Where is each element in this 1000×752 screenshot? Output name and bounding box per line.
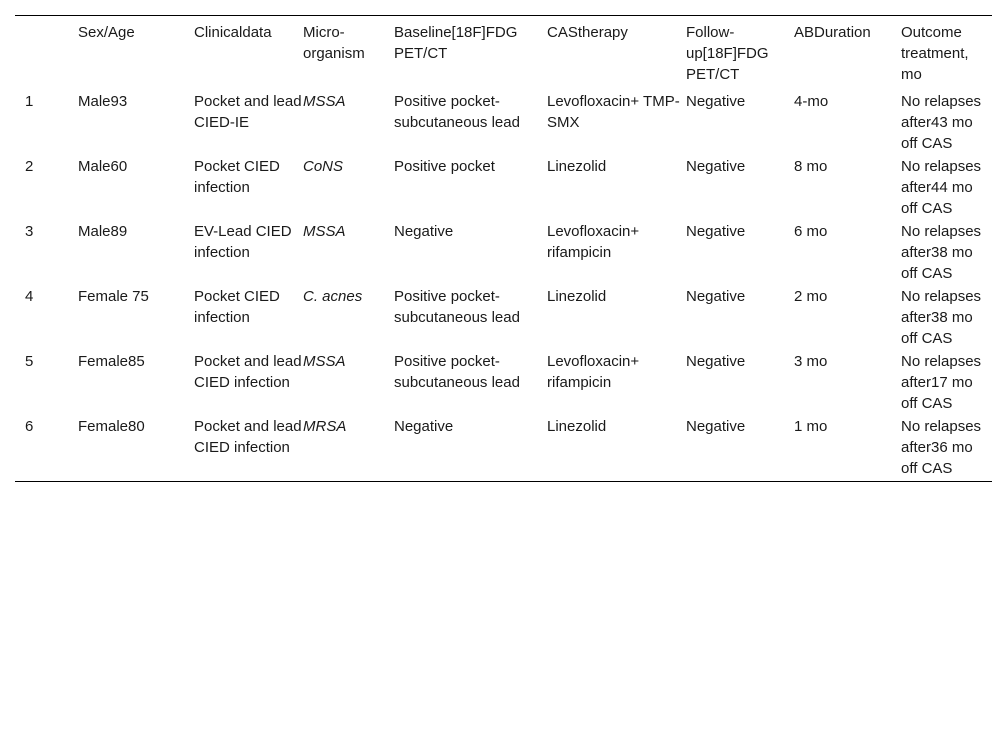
cell-sex-age: Female80 xyxy=(78,418,145,435)
cell-number: 3 xyxy=(25,223,34,240)
header-sex-age: Sex/Age xyxy=(78,24,135,41)
cell-outcome: No relapses after36 mo off CAS xyxy=(901,418,982,477)
cell-microorganism: CoNS xyxy=(303,158,344,175)
cell-clinical-data: Pocket CIED infection xyxy=(194,288,280,326)
cell-baseline-pet: Positive pocket xyxy=(394,158,495,175)
cell-ab-duration: 6 mo xyxy=(794,223,828,240)
table-row xyxy=(15,91,992,156)
cell-sex-age: Male89 xyxy=(78,223,128,240)
cell-outcome: No relapses after44 mo off CAS xyxy=(901,158,982,217)
cell-number: 4 xyxy=(25,288,34,305)
cell-cas-therapy: Levofloxacin+ rifampicin xyxy=(547,223,640,261)
cell-clinical-data: Pocket and lead CIED infection xyxy=(194,418,302,456)
cell-followup-pet: Negative xyxy=(686,418,746,435)
cell-clinical-data: Pocket and lead CIED-IE xyxy=(194,93,302,131)
cell-followup-pet: Negative xyxy=(686,353,746,370)
cell-outcome: No relapses after38 mo off CAS xyxy=(901,223,982,282)
cell-sex-age: Male93 xyxy=(78,93,128,110)
header-number xyxy=(15,16,78,92)
cell-sex-age: Female85 xyxy=(78,353,145,370)
table-row xyxy=(15,156,992,221)
cell-cas-therapy: Levofloxacin+ TMP-SMX xyxy=(547,93,680,131)
cell-number: 2 xyxy=(25,158,34,175)
cell-cas-therapy: Linezolid xyxy=(547,288,607,305)
cell-sex-age: Male60 xyxy=(78,158,128,175)
table-row xyxy=(15,286,992,351)
header-cas-therapy: CAStherapy xyxy=(547,24,628,41)
cell-baseline-pet: Positive pocket-subcutaneous lead xyxy=(394,288,520,326)
cell-cas-therapy: Linezolid xyxy=(547,158,607,175)
header-outcome: Outcome treatment, mo xyxy=(901,24,969,83)
header-ab-duration: ABDuration xyxy=(794,24,871,41)
cell-followup-pet: Negative xyxy=(686,288,746,305)
table-body xyxy=(15,91,992,482)
cell-number: 6 xyxy=(25,418,34,435)
cell-microorganism: MRSA xyxy=(303,418,347,435)
cell-followup-pet: Negative xyxy=(686,158,746,175)
cell-number: 1 xyxy=(25,93,34,110)
cell-microorganism: C. acnes xyxy=(303,288,363,305)
cell-followup-pet: Negative xyxy=(686,223,746,240)
cell-cas-therapy: Linezolid xyxy=(547,418,607,435)
cell-sex-age: Female 75 xyxy=(78,288,149,305)
cell-ab-duration: 1 mo xyxy=(794,418,828,435)
cell-cas-therapy: Levofloxacin+ rifampicin xyxy=(547,353,640,391)
cell-microorganism: MSSA xyxy=(303,93,346,110)
cell-number: 5 xyxy=(25,353,34,370)
cell-clinical-data: Pocket CIED infection xyxy=(194,158,280,196)
cell-baseline-pet: Positive pocket-subcutaneous lead xyxy=(394,93,520,131)
cell-microorganism: MSSA xyxy=(303,223,346,240)
cell-ab-duration: 8 mo xyxy=(794,158,828,175)
cell-clinical-data: EV-Lead CIED infection xyxy=(194,223,292,261)
table-row xyxy=(15,351,992,416)
header-row xyxy=(15,16,992,92)
header-clinical-data: Clinicaldata xyxy=(194,24,272,41)
cell-ab-duration: 4-mo xyxy=(794,93,829,110)
cell-baseline-pet: Negative xyxy=(394,418,454,435)
cell-ab-duration: 2 mo xyxy=(794,288,828,305)
header-baseline-pet: Baseline[18F]FDG PET/CT xyxy=(394,24,518,62)
cell-outcome: No relapses after38 mo off CAS xyxy=(901,288,982,347)
cell-baseline-pet: Negative xyxy=(394,223,454,240)
table-row xyxy=(15,221,992,286)
table-header xyxy=(15,16,992,92)
cell-outcome: No relapses after43 mo off CAS xyxy=(901,93,982,152)
header-followup-pet: Follow-up[18F]FDG PET/CT xyxy=(686,24,769,83)
header-microorganism: Micro-organism xyxy=(303,24,365,62)
cell-clinical-data: Pocket and lead CIED infection xyxy=(194,353,302,391)
results-table-container xyxy=(15,15,992,482)
cell-ab-duration: 3 mo xyxy=(794,353,828,370)
cell-followup-pet: Negative xyxy=(686,93,746,110)
cell-baseline-pet: Positive pocket-subcutaneous lead xyxy=(394,353,520,391)
cell-microorganism: MSSA xyxy=(303,353,346,370)
patient-outcomes-table xyxy=(15,15,992,482)
table-row xyxy=(15,416,992,482)
cell-outcome: No relapses after17 mo off CAS xyxy=(901,353,982,412)
